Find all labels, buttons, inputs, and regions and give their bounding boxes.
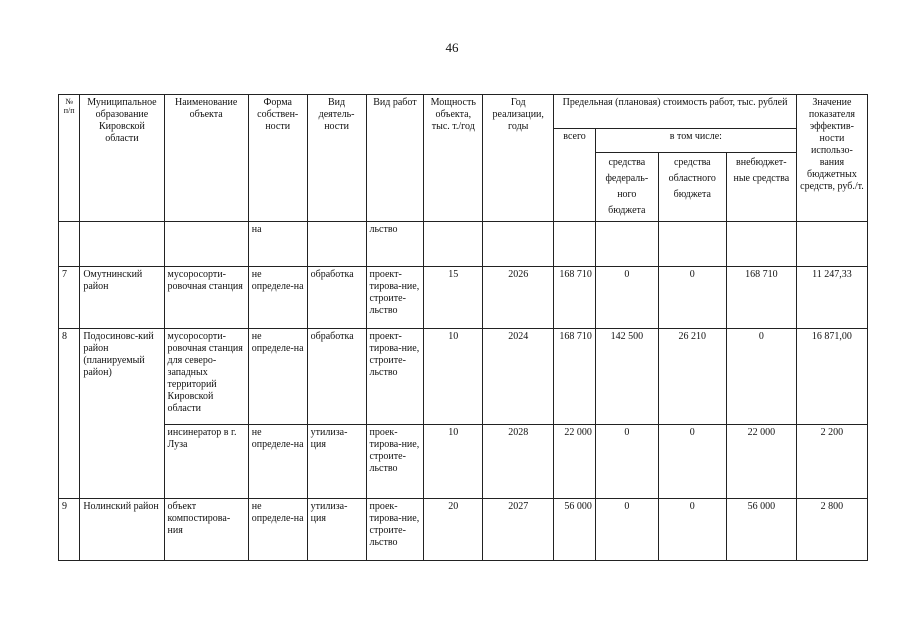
cell-capacity — [424, 222, 483, 267]
cell-federal: 142 500 — [595, 329, 658, 425]
cell-activity: обработка — [307, 267, 366, 329]
cell-capacity: 20 — [424, 499, 483, 561]
cell-ownership: не определе-на — [248, 499, 307, 561]
cell-efficiency — [796, 222, 867, 267]
header-ownership: Форма собствен-ности — [248, 95, 307, 222]
header-federal: средства федераль-ного бюджета — [595, 153, 658, 222]
cell-efficiency: 2 200 — [796, 425, 867, 499]
cell-federal — [595, 222, 658, 267]
cell-extrabudget: 22 000 — [726, 425, 796, 499]
cell-total: 56 000 — [554, 499, 596, 561]
header-efficiency: Значение показателя эффектив-ности использо-вания бюджетных средств, руб./т. — [796, 95, 867, 222]
cell-total — [554, 222, 596, 267]
cell-activity — [307, 222, 366, 267]
cell-work-type: проек-тирова-ние, строите-льство — [366, 425, 424, 499]
cell-federal: 0 — [595, 499, 658, 561]
cell-num: 7 — [59, 267, 80, 329]
cell-total: 168 710 — [554, 329, 596, 425]
cell-work-type: проект-тирова-ние, строите-льство — [366, 267, 424, 329]
cell-municipality: Нолинский район — [80, 499, 164, 561]
cell-year — [483, 222, 554, 267]
header-object-name: Наименование объекта — [164, 95, 248, 222]
cell-municipality: Омутнинский район — [80, 267, 164, 329]
cell-num — [59, 222, 80, 267]
cell-ownership: не определе-на — [248, 425, 307, 499]
data-table — [58, 94, 868, 561]
cell-federal: 0 — [595, 267, 658, 329]
header-cost-group: Предельная (плановая) стоимость работ, тыс. рублей — [554, 95, 797, 129]
cell-ownership: на — [248, 222, 307, 267]
cell-num: 9 — [59, 499, 80, 561]
cell-total: 22 000 — [554, 425, 596, 499]
table-row — [59, 499, 868, 561]
cell-activity: утилиза-ция — [307, 425, 366, 499]
cell-federal: 0 — [595, 425, 658, 499]
header-capacity: Мощность объекта, тыс. т./год — [424, 95, 483, 222]
table-row — [59, 425, 868, 499]
cell-ownership: не определе-на — [248, 267, 307, 329]
cell-year: 2028 — [483, 425, 554, 499]
cell-capacity: 15 — [424, 267, 483, 329]
header-municipality: Муниципальное образование Кировской области — [80, 95, 164, 222]
table-header — [59, 95, 868, 222]
cell-regional: 0 — [658, 425, 726, 499]
cell-efficiency: 2 800 — [796, 499, 867, 561]
page-number: 46 — [445, 40, 459, 55]
header-num: № п/п — [59, 95, 80, 222]
header-activity: Вид деятель-ности — [307, 95, 366, 222]
header-regional: средства областного бюджета — [658, 153, 726, 222]
cell-capacity: 10 — [424, 329, 483, 425]
cell-municipality: Подосиновс-кий район (планируемый район) — [80, 329, 164, 499]
cell-extrabudget: 56 000 — [726, 499, 796, 561]
table-row — [59, 267, 868, 329]
cell-efficiency: 11 247,33 — [796, 267, 867, 329]
header-extrabudget: внебюджет-ные средства — [726, 153, 796, 222]
cell-efficiency: 16 871,00 — [796, 329, 867, 425]
cell-activity: обработка — [307, 329, 366, 425]
cell-regional: 26 210 — [658, 329, 726, 425]
cell-object-name: инсинератор в г. Луза — [164, 425, 248, 499]
cell-num: 8 — [59, 329, 80, 499]
cell-year: 2027 — [483, 499, 554, 561]
cell-activity: утилиза-ция — [307, 499, 366, 561]
cell-work-type: льство — [366, 222, 424, 267]
cell-ownership: не определе-на — [248, 329, 307, 425]
cell-object-name: мусоросорти-ровочная станция — [164, 267, 248, 329]
cell-extrabudget — [726, 222, 796, 267]
cell-regional: 0 — [658, 499, 726, 561]
cell-regional — [658, 222, 726, 267]
cell-extrabudget: 0 — [726, 329, 796, 425]
cell-year: 2026 — [483, 267, 554, 329]
header-year: Год реализации, годы — [483, 95, 554, 222]
cell-object-name — [164, 222, 248, 267]
cell-municipality — [80, 222, 164, 267]
table-row — [59, 222, 868, 267]
cell-object-name: объект компостирова-ния — [164, 499, 248, 561]
cell-work-type: проект-тирова-ние, строите-льство — [366, 329, 424, 425]
cell-year: 2024 — [483, 329, 554, 425]
cell-object-name: мусоросорти-ровочная станция для северо-западных территорий Кировской области — [164, 329, 248, 425]
cell-extrabudget: 168 710 — [726, 267, 796, 329]
cell-capacity: 10 — [424, 425, 483, 499]
header-total: всего — [554, 129, 596, 222]
table-row — [59, 329, 868, 425]
header-including: в том числе: — [595, 129, 796, 153]
cell-work-type: проек-тирова-ние, строите-льство — [366, 499, 424, 561]
header-work-type: Вид работ — [366, 95, 424, 222]
cell-total: 168 710 — [554, 267, 596, 329]
cell-regional: 0 — [658, 267, 726, 329]
